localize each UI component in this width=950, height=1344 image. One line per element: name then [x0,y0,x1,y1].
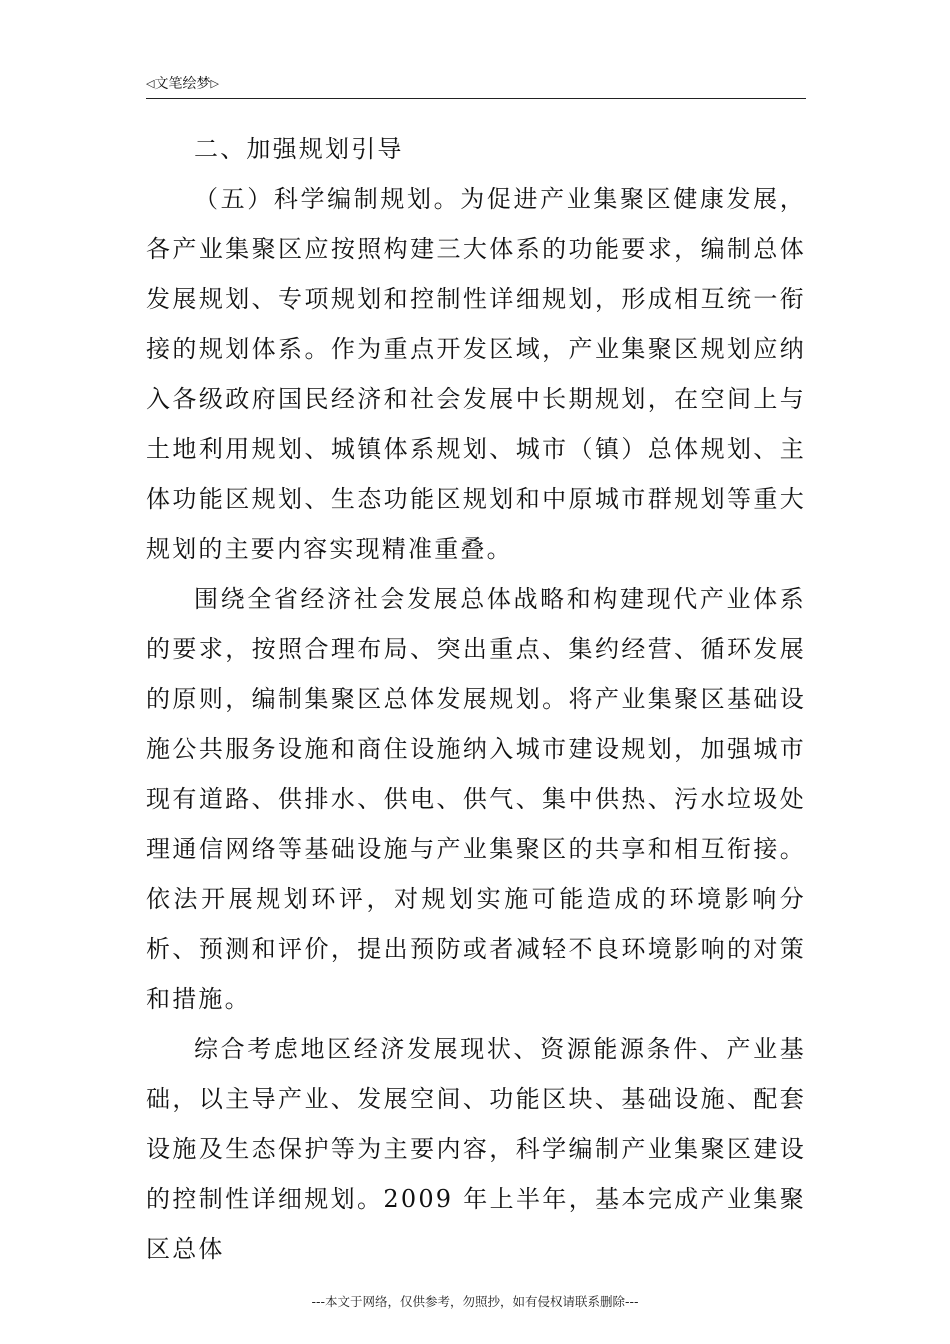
paragraph-2: 围绕全省经济社会发展总体战略和构建现代产业体系的要求，按照合理布局、突出重点、集约经营、循环发展的原则，编制集聚区总体发展规划。将产业集聚区基础设施公共服务设施和商住设施纳入城市建设规划，加强城市现有道路、供排水、供电、供气、集中供热、污水垃圾处理通信网络等基础设施与产业集聚区的共享和相互衔接。依法开展规划环评，对规划实施可能造成的环境影响分析、预测和评价，提出预防或者减轻不良环境影响的对策和措施。 [146,585,806,1013]
paragraph-1: （五）科学编制规划。为促进产业集聚区健康发展，各产业集聚区应按照构建三大体系的功能要求，编制总体发展规划、专项规划和控制性详细规划，形成相互统一衔接的规划体系。作为重点开发区域，产业集聚区规划应纳入各级政府国民经济和社会发展中长期规划，在空间上与土地利用规划、城镇体系规划、城市（镇）总体规划、主体功能区规划、生态功能区规划和中原城市群规划等重大规划的主要内容实现精准重叠。 [146,185,806,563]
footer-notice: ---本文于网络，仅供参考，勿照抄，如有侵权请联系删除--- [311,1294,639,1309]
document-body [146,124,806,1274]
page-header [146,74,806,99]
section-heading: 二、加强规划引导 [194,135,404,163]
right-triangle-icon: ▷ [210,77,219,90]
left-triangle-icon: ◁ [146,77,155,90]
paragraph-3: 综合考虑地区经济发展现状、资源能源条件、产业基础，以主导产业、发展空间、功能区块、基础设施、配套设施及生态保护等为主要内容，科学编制产业集聚区建设的控制性详细规划。2009 年上半年，基本完成产业集聚区总体 [146,1035,806,1263]
header-title: 文笔绘梦 [154,76,211,92]
